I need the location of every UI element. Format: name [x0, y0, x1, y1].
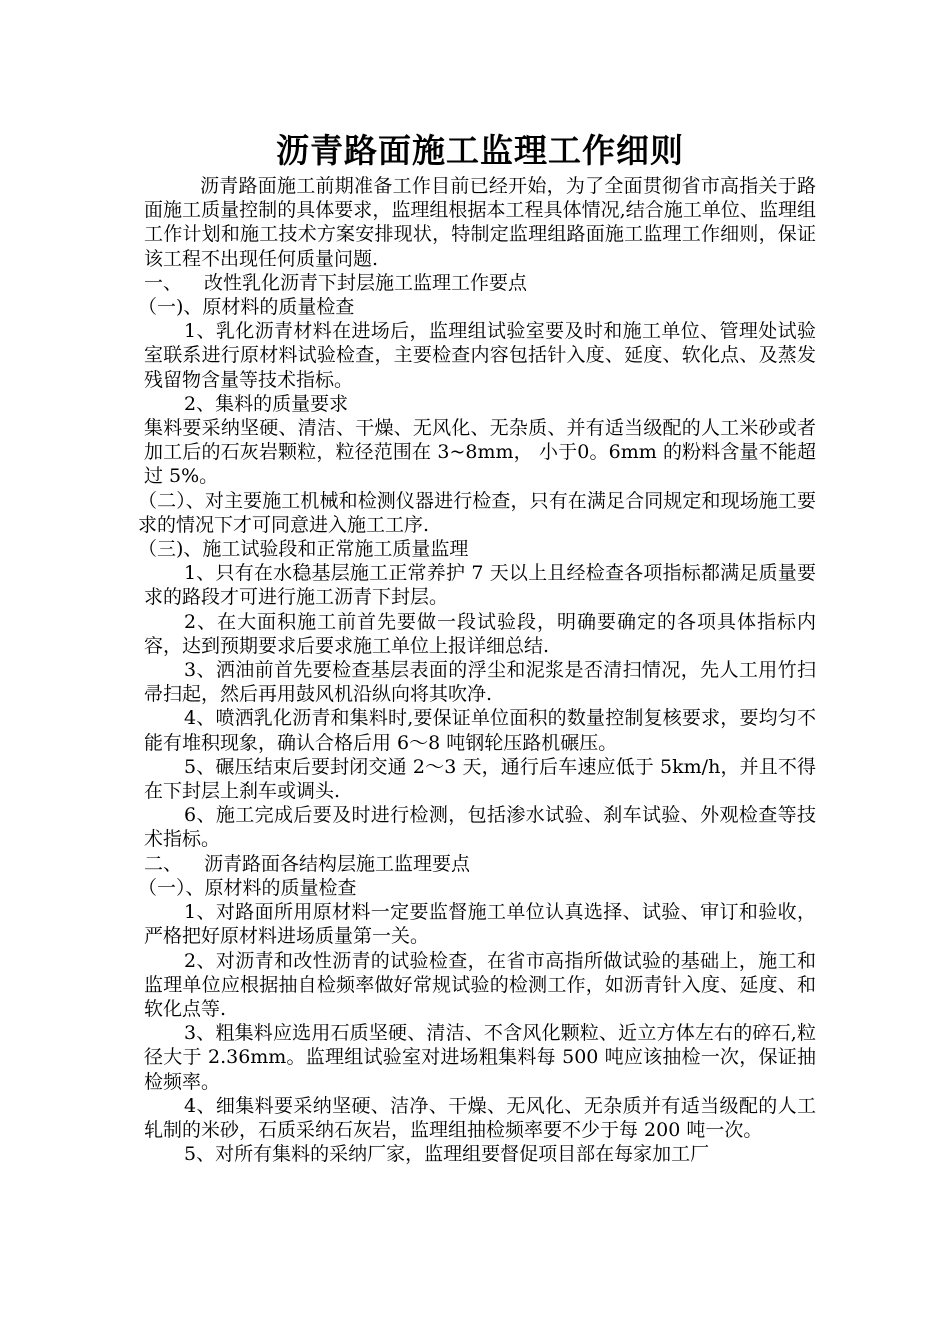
intro-paragraph: 沥青路面施工前期准备工作目前已经开始，为了全面贯彻省市高指关于路面施工质量控制的具体要求，监理组根据本工程具体情况,结合施工单位、监理组工作计划和施工技术方案安排现状，特制定监理组路面施工监理工作细则，保证该工程不出现任何质量问题.	[144, 175, 816, 270]
list-item: 3、洒油前首先要检查基层表面的浮尘和泥浆是否清扫情况，先人工用竹扫帚扫起，然后再用鼓风机沿纵向将其吹净.	[144, 659, 816, 706]
section-1-sub-2-paragraph: （二）、对主要施工机械和检测仪器进行检查，只有在满足合同规定和现场施工要求的情况下才可同意进入施工工序.	[138, 489, 816, 536]
list-item: 2、对沥青和改性沥青的试验检查，在省市高指所做试验的基础上，施工和监理单位应根据抽自检频率做好常规试验的检测工作，如沥青针入度、延度、和软化点等.	[144, 949, 816, 1020]
document-title: 沥青路面施工监理工作细则	[276, 131, 684, 170]
section-1-sub-1-para-1: 1、乳化沥青材料在进场后，监理组试验室要及时和施工单位、管理处试验室联系进行原材料试验检查，主要检查内容包括针入度、延度、软化点、及蒸发残留物含量等技术指标。	[144, 320, 816, 391]
list-item: 5、碾压结束后要封闭交通 2～3 天，通行后车速应低于 5km/h，并且不得在下封层上刹车或调头.	[144, 755, 816, 803]
section-1-heading	[144, 271, 816, 295]
section-1-sub-1-para-2-title: 2、集料的质量要求	[184, 392, 349, 415]
section-1-sub-1-heading: （一)、原材料的质量检查	[138, 296, 355, 319]
section-1-title: 改性乳化沥青下封层施工监理工作要点	[204, 271, 528, 294]
section-2-title: 沥青路面各结构层施工监理要点	[204, 852, 471, 875]
list-item: 2、在大面积施工前首先要做一段试验段，明确要确定的各项具体指标内容，达到预期要求后要求施工单位上报详细总结.	[144, 610, 816, 657]
section-1-sub-1-para-2-body: 集料要采纳坚硬、清洁、干燥、无风化、无杂质、并有适当级配的人工米砂或者加工后的石灰岩颗粒，粒径范围在 3~8mm， 小于0。6mm 的粉料含量不能超过 5%。	[144, 417, 816, 488]
list-item: 4、喷洒乳化沥青和集料时,要保证单位面积的数量控制复核要求，要均匀不能有堆积现象，确认合格后用 6～8 吨钢轮压路机碾压。	[144, 707, 816, 754]
list-item: 1、只有在水稳基层施工正常养护 7 天以上且经检查各项指标都满足质量要求的路段才可进行施工沥青下封层。	[144, 562, 816, 609]
list-item: 3、粗集料应选用石质坚硬、清洁、不含风化颗粒、近立方体左右的碎石,粒径大于 2.36mm。监理组试验室对进场粗集料每 500 吨应该抽检一次，保证抽检频率。	[144, 1022, 816, 1093]
list-item: 5、对所有集料的采纳厂家，监理组要督促项目部在每家加工厂	[184, 1143, 710, 1166]
section-2-heading	[144, 852, 816, 876]
list-item: 4、细集料要采纳坚硬、洁净、干燥、无风化、无杂质并有适当级配的人工轧制的米砂，石质采纳石灰岩，监理组抽检频率要不少于每 200 吨一次。	[144, 1094, 816, 1141]
section-1-sub-3-heading: （三)、施工试验段和正常施工质量监理	[138, 538, 469, 561]
list-item: 1、对路面所用原材料一定要监督施工单位认真选择、试验、审订和验收，严格把好原材料进场质量第一关。	[144, 901, 816, 948]
section-2-number: 二、	[144, 852, 183, 875]
section-2-sub-1-heading: （一）、原材料的质量检查	[138, 876, 357, 899]
document-page	[138, 128, 816, 1166]
section-1-number: 一、	[144, 271, 183, 294]
list-item: 6、施工完成后要及时进行检测，包括渗水试验、刹车试验、外观检查等技术指标。	[144, 804, 816, 851]
